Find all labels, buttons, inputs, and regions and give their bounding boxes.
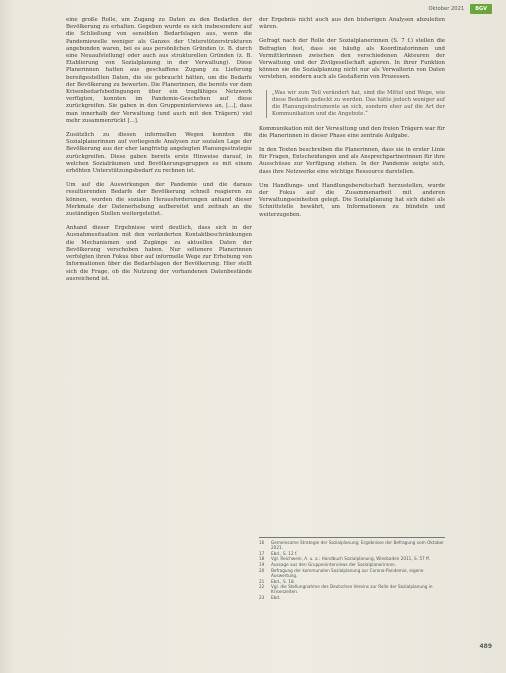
footnote: 16 Gemeinsame Strategie der Sozialplanung; Ergebnisse der Befragung vom Oktober 2021. — [259, 540, 444, 551]
header-date: Oktober 2021 — [428, 6, 465, 12]
paragraph: Um auf die Auswirkungen der Pandemie und die daraus resultierenden Bedarfe der Bevölkerung schnell reagieren zu können, wurden die sozialen Herausforderungen anhand dieser Merkmale der Datenerhebung aufbereitet und zeitnah an die zuständigen Stellen weitergeleitet. — [66, 182, 252, 218]
left-text-column — [66, 17, 252, 290]
paragraph: Um Handlungs- und Handlungsbereitschaft herzustellen, wurde der Fokus auf die Zusammenarbeit mit anderen Verwaltungseinheiten gelegt. Die Sozialplanung hat sich dabei als Schnittstelle bewährt, um Informationen zu bündeln und weiterzugeben. — [259, 182, 445, 218]
footnote: 20 Befragung der kommunalen Sozialplanung zur Corona-Pandemie, eigene Auswertung. — [259, 567, 424, 578]
right-text-column — [259, 17, 445, 226]
footnote: 21 Ebd., S. 18. — [259, 578, 295, 584]
paragraph: Gefragt nach der Rolle der Sozialplanerinnen (S. 7 f.) stellen die Befragten fest, dass sie häufig als Koordinatorinnen und Vermittlerinnen zwischen den verschiedenen Akteuren der Verwaltung und der Zivilgesellschaft agieren. In ihrer Funktion können sie die Sozialplanung nicht nur als Verwalterin von Daten verstehen, sondern auch als Gestalterin von Prozessen. — [259, 38, 445, 81]
block-quote: „Was wir zum Teil verändert hat, sind die Mittel und Wege, wie diese Bedarfe gedeckt zu werden. Das hätte jedoch weniger auf die Planungsinstrumente an sich, sondern eher auf die Art der Kommunikation und die Angebote.“ — [266, 90, 445, 118]
page-number: 489 — [479, 643, 492, 650]
footnotes — [259, 537, 445, 601]
footnote: 19 Aussage aus den Gruppeninterviews der Sozialplanerinnen. — [259, 562, 397, 568]
footnote: 23 Ebd. — [259, 595, 281, 601]
journal-badge: BGV — [470, 4, 492, 14]
paragraph: In den Texten beschreiben die Planerinnen, dass sie in erster Linie für Fragen, Entscheidungen und als Ansprechpartnerinnen für ihre Ausschüsse zur Verfügung stehen. In der Pandemie zeigte sich, dass ihre Netzwerke eine wichtige Ressource darstellen. — [259, 147, 445, 175]
footnote: 17 Ebd., S. 12 f. — [259, 550, 298, 556]
footnote: 18 Vgl. Reichwein, A. u. a.: Handbuch Sozialplanung, Wiesbaden 2011, S. 57 ff. — [259, 556, 431, 562]
paragraph: Anhand dieser Ergebnisse wird deutlich, dass sich in der Ausnahmesituation mit den veränderten Kontaktbeschränkungen die Mechanismen und Zugänge zu aktuellen Daten der Bevölkerung verschoben haben. Nur seltenere Planerinnen verfolgten ihren Fokus über auf informelle Wege zur Erhebung von Informationen über die Bedarfslagen der Bevölkerung. Hier stellt sich die Frage, ob die Nutzung der vorhandenen Datenbestände ausreichend ist. — [66, 225, 252, 282]
paragraph: Kommunikation mit der Verwaltung und den freien Trägern war für die Planerinnen in dieser Phase eine zentrale Aufgabe. — [259, 125, 445, 139]
paragraph: eine große Rolle, um Zugang zu Daten zu den Bedarfen der Bevölkerung zu erhalten. Gegeben wurde es sich insbesondere auf die Schließung von sensiblen Bedarfslagen aus, wenn die Pandemiewelle weniger als Ganzes der Unterstützerstrukturen angebunden waren, bei es aus persönlichen Gründen (z. B. durch eine Neuaufstellung) oder auch aus strukturellen Gründen (z. B. Etablierung von Sozialplanung in der Verwaltung). Diese Planerinnen hatten aus geschaffene Zugang zu Lieferung bereitgestellten Daten, die sie gebraucht hätten, um die Bedarfe der Bevölkerung zu bewerten. Die Planerinnen, die bereits vor dem Krisenbedarfsbedingungen über ein tragfähiges Netzwerk verfügten, konnten im Pandemie-Geschehen auf diese zurückgreifen. Sie gaben in den Gruppeninterviews an, [...], dass man innerhalb der Verwaltung (und auch mit den Trägern) viel mehr zusammenrückt [...]. — [66, 17, 252, 124]
footnote: 22 Vgl. die Stellungnahme des Deutschen Vereins zur Rolle der Sozialplanung in Krisenzeiten. — [259, 584, 433, 595]
paragraph: der Ergebnis nicht auch aus den bisherigen Analysen abzuleiten wären. — [259, 17, 445, 31]
page-header — [428, 3, 492, 15]
paragraph: Zusätzlich zu diesen informellen Wegen konnten die Sozialplanerinnen auf vorliegende Analysen zur sozialen Lage der Bevölkerung aus der eher langfristig angelegten Planungsstrategie zurückgreifen. Diese gaben bereits erste Hinweise darauf, in welchen Sozialräumen und Bevölkerungsgruppen es mit einem erhöhten Unterstützungsbedarf zu rechnen ist. — [66, 132, 252, 175]
